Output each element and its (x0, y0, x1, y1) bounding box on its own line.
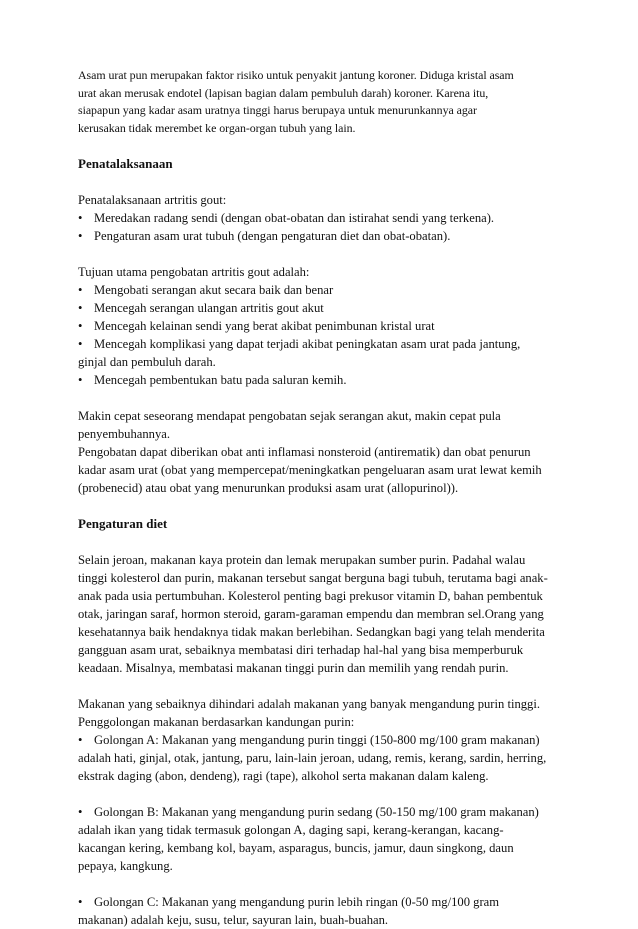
bullet-glyph: • (78, 301, 83, 316)
list-label: Tujuan utama pengobatan artritis gout adalah: (78, 265, 310, 280)
bullet-glyph: • (78, 895, 83, 910)
text-line: pepaya, kangkung. (78, 859, 173, 874)
text-line: kadar asam urat (obat yang mempercepat/meningkatkan pengeluaran asam urat lewat kemih (78, 463, 542, 478)
list-item-text: Mencegah kelainan sendi yang berat akibat penimbunan kristal urat (94, 319, 435, 334)
text-line: siapapun yang kadar asam uratnya tinggi harus berupaya untuk menurunkannya agar (78, 103, 477, 118)
list-item (78, 371, 566, 389)
section-heading-penatalaksanaan: Penatalaksanaan (78, 156, 173, 172)
bullet-glyph: • (78, 373, 83, 388)
text-line: otak, jaringan saraf, hormon steroid, garam-garaman empendu dan membran sel.Orang yang (78, 607, 544, 622)
list-item-text: Mencegah serangan ulangan artritis gout akut (94, 301, 324, 316)
bullet-glyph: • (78, 733, 83, 748)
list-item-text: Pengaturan asam urat tubuh (dengan pengaturan diet dan obat-obatan). (94, 229, 451, 244)
text-line: (probenecid) atau obat yang menurunkan produksi asam urat (allopurinol)). (78, 481, 459, 496)
text-line: Makin cepat seseorang mendapat pengobatan sejak serangan akut, makin cepat pula (78, 409, 501, 424)
text-line: kesehatannya baik hendaknya tidak makan berlebihan. Sedangkan bagi yang telah menderita (78, 625, 545, 640)
text-line: gangguan asam urat, sebaiknya membatasi diri terhadap hal-hal yang bisa memperburuk (78, 643, 524, 658)
text-line: penyembuhannya. (78, 427, 170, 442)
list-item-text: Golongan A: Makanan yang mengandung purin tinggi (150-800 mg/100 gram makanan) (94, 733, 540, 748)
text-line: keadaan. Misalnya, membatasi makanan tinggi purin dan memilih yang rendah purin. (78, 661, 509, 676)
text-line: Penggolongan makanan berdasarkan kandungan purin: (78, 715, 355, 730)
text-line: anak pada usia pertumbuhan. Kolesterol penting bagi prekusor vitamin D, bahan pembentuk (78, 589, 543, 604)
list-item (78, 317, 566, 335)
treatment-list (78, 191, 566, 245)
text-line: Asam urat pun merupakan faktor risiko untuk penyakit jantung koroner. Diduga kristal asam (78, 68, 514, 82)
group-c-block (78, 893, 566, 929)
bullet-glyph: • (78, 229, 83, 244)
section-heading-pengaturan-diet: Pengaturan diet (78, 516, 168, 532)
group-b-item (78, 803, 566, 821)
list-item (78, 281, 566, 299)
text-line: adalah ikan yang tidak termasuk golongan A, daging sapi, kerang-kerangan, kacang- (78, 823, 504, 838)
text-line: ekstrak daging (abon, dendeng), ragi (tape), alkohol serta makanan dalam kaleng. (78, 769, 489, 784)
text-line: kerusakan tidak merembet ke organ-organ tubuh yang lain. (78, 120, 356, 135)
list-item-text: Golongan B: Makanan yang mengandung purin sedang (50-150 mg/100 gram makanan) (94, 805, 539, 820)
text-line: adalah hati, ginjal, otak, jantung, paru, lain-lain jeroan, udang, remis, kerang, sardin, herring, (78, 751, 547, 766)
text-line: makanan) adalah keju, susu, telur, sayuran lain, buah-buahan. (78, 913, 389, 928)
list-item (78, 299, 566, 317)
list-item-continuation: ginjal dan pembuluh darah. (78, 355, 216, 370)
text-line: kacangan kering, kembang kol, bayam, asparagus, buncis, jamur, daun singkong, daun (78, 841, 514, 856)
intro-paragraph (78, 67, 566, 137)
bullet-glyph: • (78, 337, 83, 352)
list-item (78, 227, 566, 245)
group-b-block (78, 803, 566, 875)
diet-paragraph (78, 551, 566, 677)
group-a-item (78, 731, 566, 749)
list-item (78, 335, 566, 353)
list-item (78, 209, 566, 227)
list-item-text: Mencegah pembentukan batu pada saluran kemih. (94, 373, 347, 388)
text-line: tinggi kolesterol dan purin, makanan tersebut sangat berguna bagi tubuh, terutama bagi anak- (78, 571, 548, 586)
bullet-glyph: • (78, 805, 83, 820)
text-line: Selain jeroan, makanan kaya protein dan lemak merupakan sumber purin. Padahal walau (78, 553, 526, 568)
list-item-text: Meredakan radang sendi (dengan obat-obatan dan istirahat sendi yang terkena). (94, 211, 495, 226)
goals-list (78, 263, 566, 389)
purin-classification (78, 695, 566, 785)
text-line: Makanan yang sebaiknya dihindari adalah makanan yang banyak mengandung purin tinggi. (78, 697, 540, 712)
text-line: urat akan merusak endotel (lapisan bagian dalam pembuluh darah) koroner. Karena itu, (78, 85, 489, 100)
bullet-glyph: • (78, 211, 83, 226)
bullet-glyph: • (78, 319, 83, 334)
group-c-item (78, 893, 566, 911)
list-item-text: Mencegah komplikasi yang dapat terjadi akibat peningkatan asam urat pada jantung, (94, 337, 521, 352)
list-item-text: Golongan C: Makanan yang mengandung purin lebih ringan (0-50 mg/100 gram (94, 895, 500, 910)
list-label: Penatalaksanaan artritis gout: (78, 193, 227, 208)
list-item-text: Mengobati serangan akut secara baik dan benar (94, 283, 334, 298)
bullet-glyph: • (78, 283, 83, 298)
document-body (78, 67, 566, 929)
text-line: Pengobatan dapat diberikan obat anti inflamasi nonsteroid (antirematik) dan obat penurun (78, 445, 531, 460)
treatment-paragraph (78, 407, 566, 497)
